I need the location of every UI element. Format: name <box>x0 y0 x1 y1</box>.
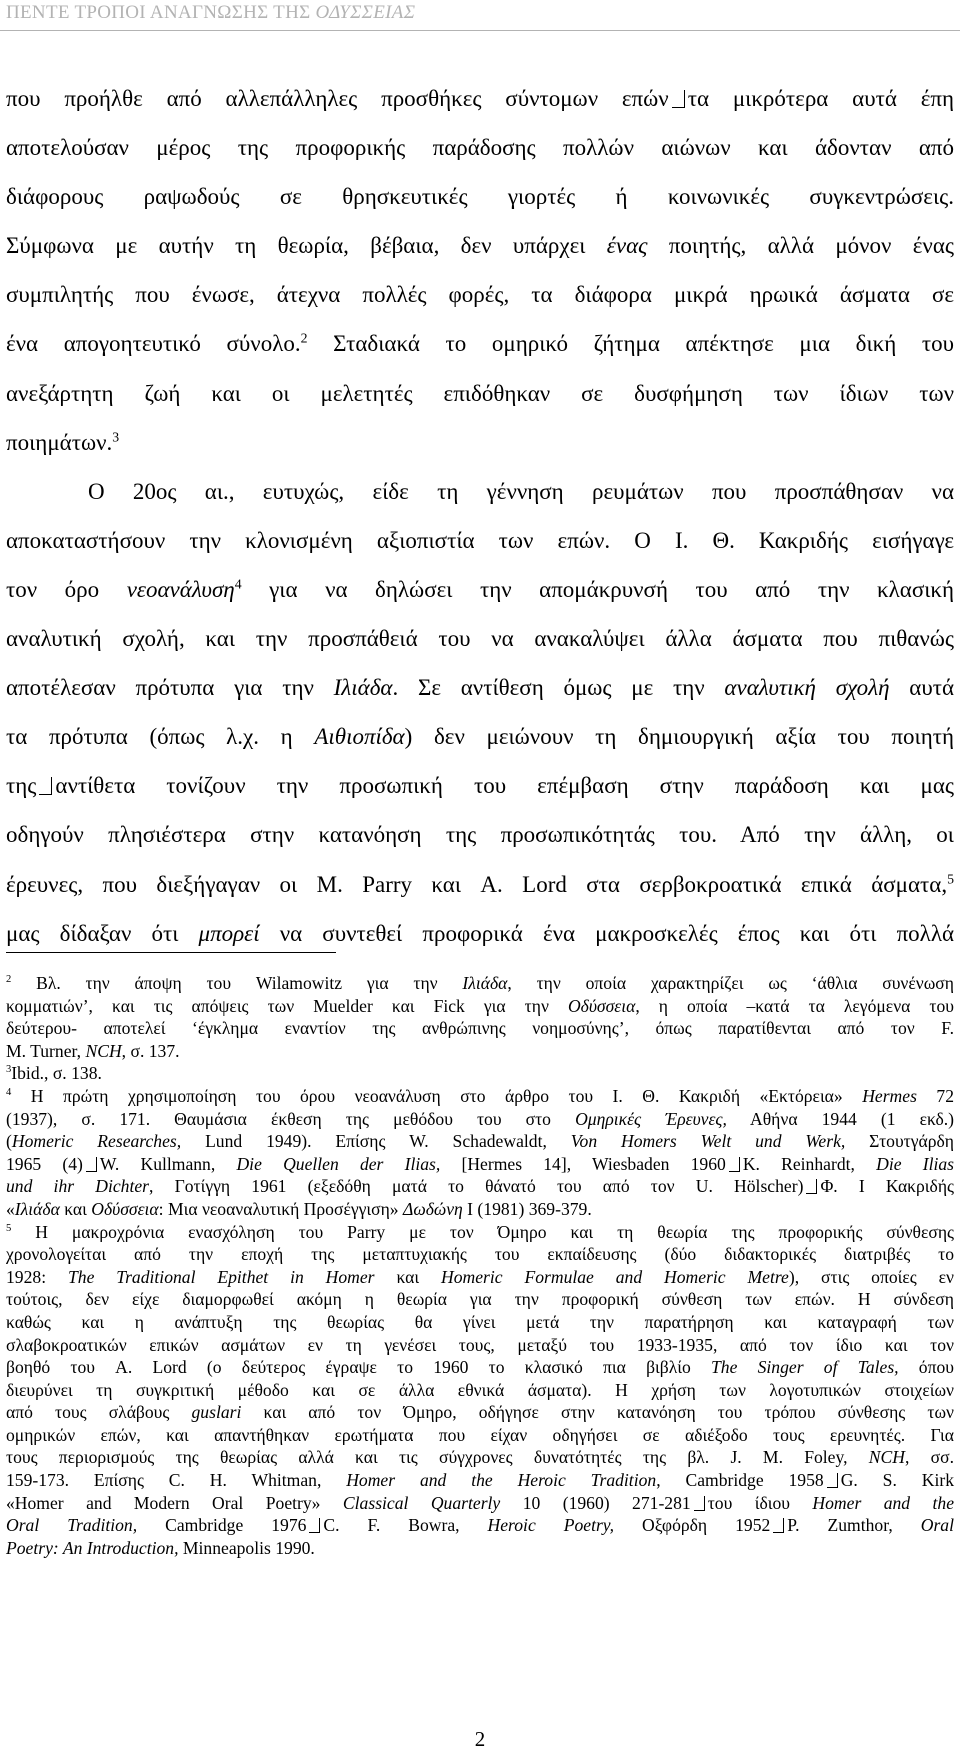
text-span: 1928: <box>6 1266 47 1287</box>
footnote-line <box>6 1062 954 1085</box>
italic-text: αναλυτική σχολή <box>724 675 890 701</box>
italic-text: Die Quellen der Ilias, <box>236 1153 441 1174</box>
text-span: ποιητής, αλλά μόνον ένας <box>668 233 954 259</box>
page-number: 2 <box>474 1727 486 1751</box>
footnote-line <box>6 1040 954 1063</box>
text-span: ( <box>6 1131 12 1152</box>
body-line <box>6 519 954 568</box>
missing-glyph-box <box>806 1179 817 1194</box>
italic-text: Heroic Poetry, <box>487 1515 615 1536</box>
footnote-number: 5 <box>6 1222 12 1234</box>
italic-text: Οδύσσεια <box>567 995 636 1016</box>
footnote-line <box>6 1221 954 1244</box>
text-span: ομηρικών επών, και απαντήθηκαν ερωτήματα που είχαν οδηγήσει σε αδιέξοδο τους ερευνητές. Για <box>6 1424 954 1445</box>
footnote-line <box>6 1153 954 1176</box>
body-line <box>6 372 954 421</box>
text-span: αποκαταστήσουν την κλονισμένη αξιοπιστία των επών. Ο Ι. Θ. Κακριδής εισήγαγε <box>6 527 954 553</box>
italic-text: NCH <box>85 1040 122 1061</box>
text-span: Βλ. την άποψη του Wilamowitz για την <box>36 973 438 993</box>
text-span: Αθήνα 1944 (1 εκδ.) <box>750 1108 954 1129</box>
text-span: [Hermes 14], Wiesbaden 1960 <box>461 1153 726 1174</box>
body-line <box>6 912 954 961</box>
missing-glyph-box <box>773 1518 784 1533</box>
text-span: Ι (1981) 369-379. <box>467 1198 592 1219</box>
footnote-line <box>6 1017 954 1040</box>
text-span: Οξφόρδη 1952 <box>642 1515 771 1536</box>
text-span: από τους σλάβους <box>6 1402 170 1423</box>
footnote-separator <box>6 952 336 953</box>
body-line <box>6 77 954 126</box>
text-span: μας δίδαξαν ότι <box>6 920 179 946</box>
text-span: , σσ. <box>904 1447 954 1468</box>
running-header-title: ΠΕΝΤΕ ΤΡΟΠΟΙ ΑΝΑΓΝΩΣΗΣ ΤΗΣ <box>6 2 311 23</box>
text-span: Lund 1949). Επίσης W. Schadewaldt, <box>205 1131 547 1152</box>
footnote-line <box>6 1424 954 1447</box>
text-span: ποιημάτων. <box>6 429 113 455</box>
footnote-line <box>6 1446 954 1469</box>
italic-text: νεοανάλυση <box>126 576 235 602</box>
text-span: χρονολογείται από την εποχή της μεταπτυχιακής του εκπαίδευσης (δύο διδακτορικές διατριβές το <box>6 1244 954 1265</box>
text-span: Σύμφωνα με αυτήν τη θεωρία, βέβαια, δεν υπάρχει <box>6 233 586 259</box>
text-span: αντίθετα τονίζουν την προσωπική του επέμβαση στην παράδοση και μας <box>55 773 954 799</box>
body-line <box>6 470 954 519</box>
italic-text: guslari <box>191 1402 242 1423</box>
text-span: και από τον Όμηρο, οδήγησε στην κατανόηση του τρόπου σύνθεσης των <box>263 1402 955 1423</box>
footnote-line <box>6 1311 954 1334</box>
text-span: ανεξάρτητη ζωή και οι μελετητές επιδόθηκαν σε δυσφήμηση των ίδιων των <box>6 380 954 406</box>
footnote-number: 3 <box>6 1064 12 1076</box>
italic-text: und ihr Dichter <box>6 1176 150 1197</box>
body-line <box>6 617 954 666</box>
text-span: τον όρο <box>6 576 100 602</box>
text-span: , Γοτίγγη 1961 (εξεδόθη ματά το θάνατό του από τον U. Hölscher) <box>149 1176 804 1197</box>
text-span: έρευνες, που διεξήγαγαν οι M. Parry και A. Lord στα σερβοκροατικά επικά άσματα, <box>6 871 948 897</box>
body-line <box>6 666 954 715</box>
body-line <box>6 421 954 470</box>
footnote-line <box>6 1175 954 1198</box>
text-span: : Μια νεοαναλυτική Προσέγγιση» <box>158 1198 399 1219</box>
text-span: G. S. Kirk <box>840 1470 954 1491</box>
italic-text: μπορεί <box>198 920 260 946</box>
italic-text: Die Ilias <box>876 1153 954 1174</box>
footnote-line <box>6 995 954 1018</box>
footnote-line <box>6 1379 954 1402</box>
missing-glyph-box <box>39 777 52 795</box>
footnote-number: 4 <box>6 1087 12 1099</box>
text-span: ένα απογοητευτικό σύνολο. <box>6 331 301 357</box>
text-span: να συντεθεί προφορικά ένα μακροσκελές έπος και ότι πολλά <box>279 920 955 946</box>
footnote-line <box>6 1130 954 1153</box>
footnote-line <box>6 1198 954 1221</box>
body-line <box>6 322 954 371</box>
text-span: αυτά <box>909 675 955 701</box>
italic-text: NCH <box>868 1447 905 1468</box>
italic-text: Οδύσσεια <box>91 1198 159 1219</box>
footnote-line <box>6 1266 954 1289</box>
footnote-ref: 3 <box>112 429 120 444</box>
italic-text: Poetry: An Introduction, <box>6 1537 179 1558</box>
text-span: Φ. Ι Κακριδής <box>820 1176 954 1197</box>
text-span: . Σε αντίθεση όμως με την <box>392 675 705 701</box>
italic-text: Oral Tradition, <box>6 1515 138 1536</box>
text-span: τούτοις, δεν είχε διαμορφωθεί ακόμη η θεωρία για την προφορική σύνθεση των επών. Η σύνδεση <box>6 1289 954 1310</box>
text-span: , η οποία –κατά τα λεγόμενα του <box>635 995 954 1016</box>
italic-text: Ιλιάδα <box>14 1198 60 1219</box>
body-line <box>6 273 954 322</box>
text-span: του ίδιου <box>707 1492 790 1513</box>
text-span: , την οποία χαρακτηρίζει ως ‘άθλια συνένωση <box>507 973 954 993</box>
text-span: P. Zumthor, <box>787 1515 893 1536</box>
text-span: «Homer and Modern Oral Poetry» <box>6 1492 321 1513</box>
text-span: Ο 20ος αι., ευτυχώς, είδε τη γέννηση ρευμάτων που προσπάθησαν να <box>88 478 954 504</box>
header-rule <box>0 30 960 31</box>
footnote-line <box>6 1334 954 1357</box>
text-span: αποτελούσαν μέρος της προφορικής παράδοσης πολλών αιώνων και άδονταν από <box>6 135 954 161</box>
footnote-line <box>6 1356 954 1379</box>
text-span: οδηγούν πλησιέστερα στην κατανόηση της προσωπικότητάς του. Από την άλλη, οι <box>6 822 954 848</box>
text-span: καθώς και η ανάπτυξη της θεωρίας θα γίνει μετά την παρατήρηση και καταγραφή των <box>6 1311 954 1332</box>
text-span: διάφορους ραψωδούς σε θρησκευτικές γιορτές ή κοινωνικές συγκεντρώσεις. <box>6 184 954 210</box>
text-span: Η μακροχρόνια ενασχόληση του Parry με τον Όμηρο και τη θεωρία της προφορικής σύνθεσης <box>35 1221 954 1242</box>
body-line <box>6 813 954 862</box>
text-span: αναλυτική σχολή, και την προσπάθειά του να ανακαλύψει άλλα άσματα που πιθανώς <box>6 626 954 652</box>
body-line <box>6 126 954 175</box>
body-line <box>6 715 954 764</box>
text-span: 10 (1960) 271-281 <box>522 1492 691 1513</box>
missing-glyph-box <box>694 1496 705 1511</box>
footnote-line <box>6 1492 954 1515</box>
footnote-line <box>6 1537 954 1560</box>
running-header <box>6 2 415 24</box>
running-header-italic: ΟΔΥΣΣΕΙΑΣ <box>315 2 416 23</box>
text-span: τα μικρότερα αυτά έπη <box>687 86 954 111</box>
text-span: όπου <box>918 1357 954 1378</box>
footnote-line <box>6 1469 954 1492</box>
italic-text: Ιλιάδα <box>333 675 393 701</box>
footnotes <box>6 972 954 1559</box>
text-span: Η πρώτη χρησιμοποίηση του όρου νεοανάλυση στο άρθρο του Ι. Θ. Κακριδή «Εκτόρεια» <box>30 1085 843 1106</box>
missing-glyph-box <box>729 1157 740 1172</box>
missing-glyph-box <box>827 1473 838 1488</box>
italic-text: Classical Quarterly <box>342 1492 501 1513</box>
text-span: τα πρότυπα (όπως λ.χ. η <box>6 724 293 750</box>
text-span: C. F. Bowra, <box>323 1515 460 1536</box>
text-span: και <box>396 1266 420 1287</box>
italic-text: The Singer of Tales, <box>711 1357 899 1378</box>
italic-text: Αιθιοπίδα <box>314 724 405 750</box>
text-span: ), στις οποίες εν <box>788 1266 954 1287</box>
text-span: σλαβοκροατικών επικών ασμάτων εν τη γενέσει τους, μεταξύ του 1933-1935, από τον ίδιο και τον <box>6 1334 954 1355</box>
body-line <box>6 175 954 224</box>
text-span: Ibid., σ. 138. <box>11 1063 102 1084</box>
text-span: K. Reinhardt, <box>742 1153 855 1174</box>
text-span: , Cambridge 1958 <box>656 1470 824 1491</box>
footnote-ref: 5 <box>947 870 954 886</box>
footnote-line <box>6 972 954 995</box>
italic-text: Ομηρικές Έρευνες, <box>575 1108 727 1129</box>
text-span: δεύτερου- αποτελεί ‘έγκλημα εναντίον της ανθρώπινης νοημοσύνης’, όπως παρατίθενται από τον F. <box>6 1018 954 1039</box>
footnote-line <box>6 1401 954 1424</box>
text-span: κομματιών’, και τις απόψεις των Muelder και Fick για την <box>6 995 549 1016</box>
body-line <box>6 568 954 617</box>
italic-text: ένας <box>606 233 648 259</box>
main-text <box>6 77 954 961</box>
italic-text: The Traditional Epithet in Homer <box>67 1266 375 1287</box>
text-span: « <box>6 1198 15 1219</box>
italic-text: Δωδώνη <box>403 1198 463 1219</box>
footnote-number: 2 <box>6 974 12 986</box>
text-span: διευρύνει τη συγκριτική μέθοδο και σε άλλα εθνικά άσματα). Η χρήση των λογοτυπικών στοιχείων <box>6 1379 954 1400</box>
text-span: για να δηλώσει την απομάκρυνσή του από την κλασική <box>269 576 955 602</box>
text-span: και <box>64 1198 87 1219</box>
italic-text: Homeric Formulae and Homeric Metre <box>441 1266 789 1287</box>
text-span: τους περιορισμούς της θεωρίας αλλά και τις σύγχρονες δυνατότητές της βλ. J. M. Foley, <box>6 1447 848 1468</box>
missing-glyph-box <box>672 90 685 108</box>
footnote-line <box>6 1243 954 1266</box>
footnote-line <box>6 1108 954 1131</box>
body-line <box>6 224 954 273</box>
footnote-line <box>6 1085 954 1108</box>
text-span: ) δεν μειώνουν τη δημιουργική αξία του ποιητή <box>404 724 954 750</box>
text-span: Cambridge 1976 <box>165 1515 307 1536</box>
text-span: M. Turner, <box>6 1040 82 1061</box>
italic-text: Ιλιάδα <box>462 973 508 993</box>
body-line <box>6 764 954 813</box>
text-span: 72 <box>936 1085 954 1106</box>
text-span: Στουτγάρδη <box>869 1131 955 1152</box>
text-span: αποτέλεσαν πρότυπα για την <box>6 675 314 701</box>
footnote-line <box>6 1514 954 1537</box>
text-span: της <box>6 773 37 799</box>
text-span: Σταδιακά το ομηρικό ζήτημα απέκτησε μια δική του <box>333 331 955 357</box>
italic-text: Homer and the Heroic Tradition <box>346 1470 657 1491</box>
italic-text: Hermes <box>862 1085 917 1106</box>
text-span: , σ. 137. <box>121 1040 180 1061</box>
text-span: βοηθό του A. Lord (ο δεύτερος έγραψε το 1960 το κλασικό πια βιβλίο <box>6 1357 691 1378</box>
footnote-line <box>6 1288 954 1311</box>
text-span: συμπιλητής που ένωσε, άτεχνα πολλές φορές, τα διάφορα μικρά ηρωικά άσματα σε <box>6 282 954 308</box>
text-span: που προήλθε από αλλεπάλληλες προσθήκες σύντομων επών <box>6 86 669 111</box>
text-span: W. Kullmann, <box>99 1153 216 1174</box>
text-span: Minneapolis 1990. <box>182 1537 315 1558</box>
footnote-ref: 2 <box>300 330 308 346</box>
missing-glyph-box <box>309 1518 320 1533</box>
footnote-ref: 4 <box>234 576 242 592</box>
italic-text: Von Homers Welt und Werk, <box>570 1131 846 1152</box>
text-span: 159-173. Επίσης C. H. Whitman, <box>6 1470 322 1491</box>
text-span: 1965 (4) <box>6 1153 83 1174</box>
italic-text: Homer and the <box>812 1492 955 1513</box>
italic-text: Homeric Researches, <box>11 1131 182 1152</box>
body-line <box>6 863 954 912</box>
italic-text: Oral <box>920 1515 954 1536</box>
missing-glyph-box <box>86 1157 97 1172</box>
text-span: (1937), σ. 171. Θαυμάσια έκθεση της μεθόδου του στο <box>6 1108 551 1129</box>
